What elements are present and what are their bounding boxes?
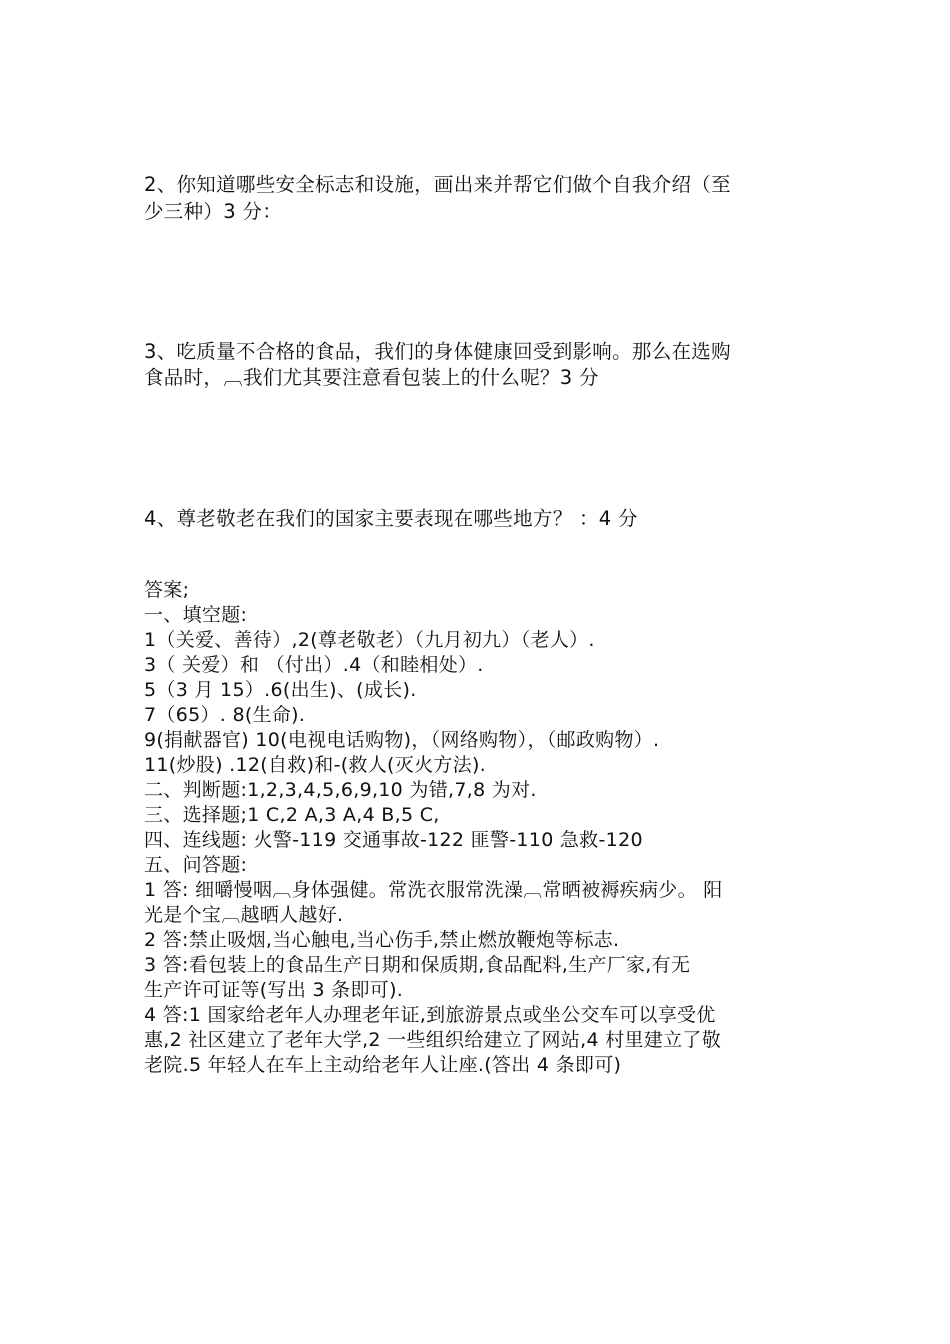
qa-answer-4-line-1: 4 答:1 国家给老年人办理老年证,到旅游景点或坐公交车可以享受优 (144, 1004, 716, 1026)
qa-answer-1-line-2: 光是个宝︹越晒人越好. (144, 904, 344, 926)
qa-answer-4-line-2: 惠,2 社区建立了老年大学,2 一些组织给建立了网站,4 村里建立了敬 (144, 1029, 722, 1051)
question-4-line-1: 4、尊老敬老在我们的国家主要表现在哪些地方？ ：4 分 (144, 507, 638, 530)
question-2-line-2: 少三种）3 分： (144, 200, 283, 223)
choice-answers: 三、选择题;1 C,2 A,3 A,4 B,5 C, (144, 804, 440, 826)
fill-blank-heading: 一、填空题: (144, 604, 248, 626)
qa-answer-3-line-2: 生产许可证等(写出 3 条即可). (144, 979, 404, 1001)
question-3-line-1: 3、吃质量不合格的食品，我们的身体健康回受到影响。那么在选购 (144, 340, 731, 363)
question-2-line-1: 2、你知道哪些安全标志和设施，画出来并帮它们做个自我介绍（至 (144, 173, 731, 196)
match-answers: 四、连线题: 火警-119 交通事故-122 匪警-110 急救-120 (144, 829, 643, 851)
answers-heading: 答案; (144, 579, 190, 601)
qa-answer-2: 2 答:禁止吸烟,当心触电,当心伤手,禁止燃放鞭炮等标志. (144, 929, 620, 951)
fill-blank-line: 7（65）. 8(生命). (144, 704, 306, 726)
judge-answers: 二、判断题:1,2,3,4,5,6,9,10 为错,7,8 为对. (144, 779, 537, 801)
fill-blank-line: 1（关爱、善待）,2(尊老敬老）（九月初九）（老人）. (144, 629, 595, 651)
fill-blank-line: 9(捐献器官) 10(电视电话购物)，（网络购物），（邮政购物）. (144, 729, 660, 751)
qa-answer-3-line-1: 3 答:看包装上的食品生产日期和保质期,食品配料,生产厂家,有无 (144, 954, 691, 976)
qa-answer-4-line-3: 老院.5 年轻人在车上主动给老年人让座.(答出 4 条即可) (144, 1054, 622, 1076)
fill-blank-line: 3（ 关爱）和 （付出）.4（和睦相处）. (144, 654, 484, 676)
qa-answer-1-line-1: 1 答: 细嚼慢咽︹身体强健。常洗衣服常洗澡︹常晒被褥疾病少。 阳 (144, 879, 723, 901)
fill-blank-line: 5（3 月 15）.6(出生)、(成长). (144, 679, 417, 701)
qa-heading: 五、问答题: (144, 854, 248, 876)
fill-blank-line: 11(炒股) .12(自救)和-(救人(灭火方法). (144, 754, 487, 776)
question-3-line-2: 食品时，︹我们尤其要注意看包装上的什么呢？3 分 (144, 366, 599, 389)
